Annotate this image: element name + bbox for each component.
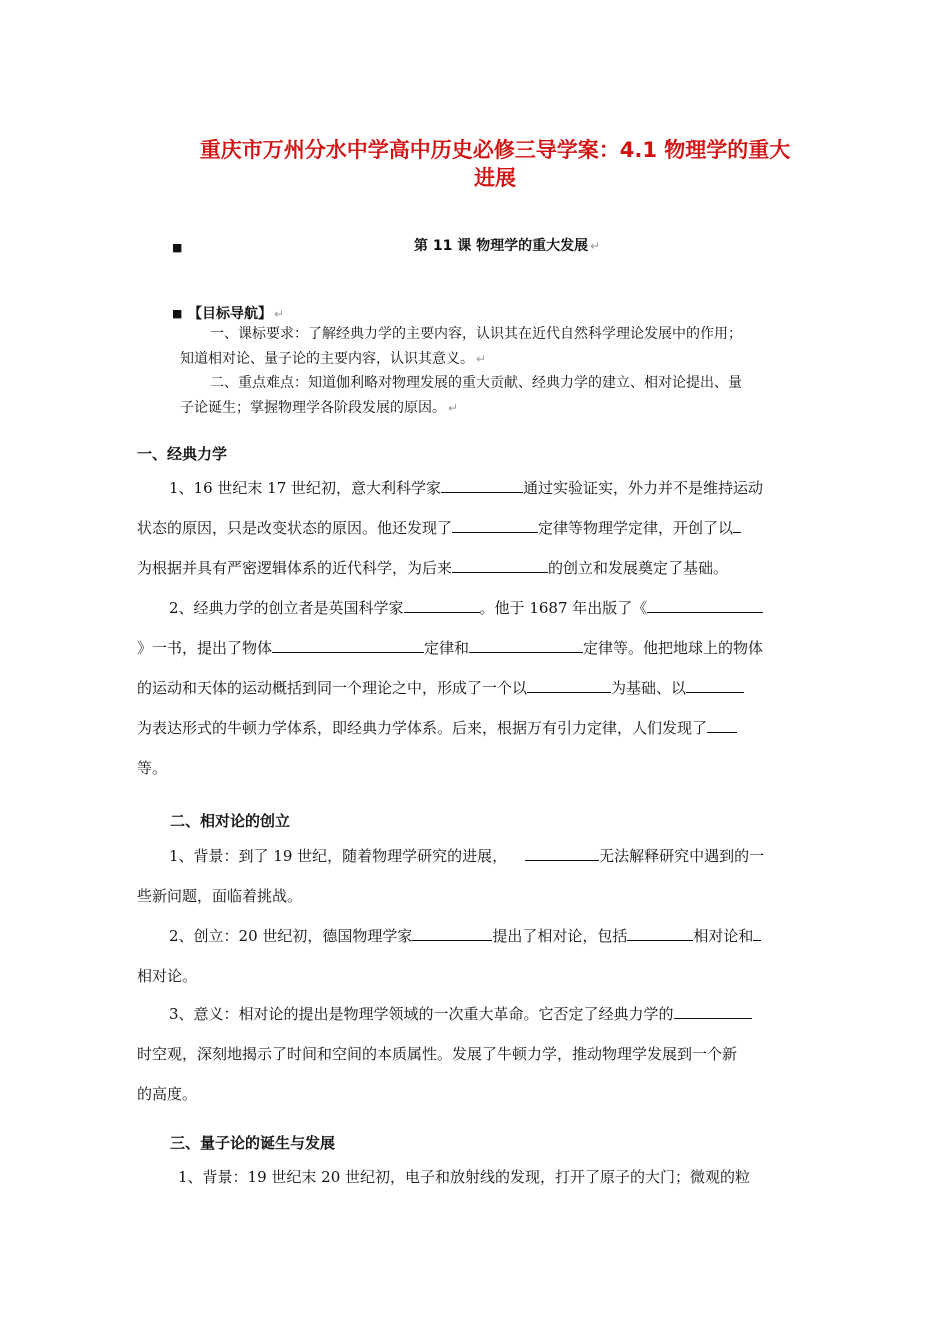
goal-key-points: [180, 371, 820, 421]
s2-paragraph-1: 1、背景：到了 19 世纪，随着物理学研究的进展， 无法解释研究中遇到的一 些新问题，面临着挑战。: [137, 847, 765, 905]
list-bullet: ■: [172, 241, 183, 254]
s2-paragraph-3: 3、意义：相对论的提出是物理学领域的一次重大革命。它否定了经典力学的 时空观，深刻地揭示了时间和空间的本质属性。发展了牛顿力学，推动物理学发展到一个新 的高度。: [137, 994, 815, 1114]
fill-blank[interactable]: [627, 925, 693, 941]
goal-requirements: [180, 322, 820, 372]
title-line-1: 重庆市万州分水中学高中历史必修三导学案：4.1 物理学的重大: [199, 138, 791, 162]
goal-requirements-line-1: 一、课标要求：了解经典力学的主要内容，认识其在近代自然科学理论发展中的作用；: [210, 326, 742, 342]
lesson-title: [414, 235, 600, 255]
lesson-title-text: 第 11 课 物理学的重大发展: [414, 238, 589, 254]
goal-key-points-line-1: 二、重点难点：知道伽利略对物理发展的重大贡献、经典力学的建立、相对论提出、量: [210, 375, 742, 391]
fill-blank[interactable]: [412, 925, 492, 941]
goal-heading-text: 【目标导航】: [188, 306, 272, 322]
fill-blank[interactable]: [707, 717, 737, 733]
section-heading-relativity: 二、相对论的创立: [170, 812, 291, 830]
paragraph-mark: ↵: [274, 307, 285, 321]
s3-paragraph-1: 1、背景：19 世纪末 20 世纪初，电子和放射线的发现，打开了原子的大门；微观的粒: [178, 1168, 751, 1186]
section-heading-quantum-theory: 三、量子论的诞生与发展: [170, 1134, 336, 1152]
fill-blank[interactable]: [441, 477, 523, 493]
fill-blank[interactable]: [525, 845, 599, 861]
fill-blank[interactable]: [733, 517, 741, 533]
fill-blank[interactable]: [647, 597, 763, 613]
paragraph-mark: ↵: [590, 239, 601, 253]
fill-blank[interactable]: [452, 557, 548, 573]
fill-blank[interactable]: [527, 677, 611, 693]
document-title: [150, 136, 840, 192]
fill-blank[interactable]: [469, 637, 583, 653]
section-heading-classical-mechanics: 一、经典力学: [137, 445, 228, 463]
s2-paragraph-2: 2、创立：20 世纪初，德国物理学家 提出了相对论，包括 相对论和 相对论。: [137, 916, 815, 996]
fill-blank[interactable]: [674, 1003, 752, 1019]
fill-blank[interactable]: [452, 517, 538, 533]
list-bullet: ■: [172, 307, 183, 320]
fill-blank[interactable]: [272, 637, 424, 653]
title-line-2: 进展: [474, 166, 516, 190]
goal-requirements-line-2: 知道相对论、量子论的主要内容，认识其意义。 ↵: [180, 351, 487, 367]
fill-blank[interactable]: [686, 677, 744, 693]
fill-blank[interactable]: [404, 597, 480, 613]
s1-paragraph-1: 1、16 世纪末 17 世纪初，意大利科学家 通过实验证实，外力并不是维持运动 状态的原因，只是改变状态的原因。他还发现了 定律等物理学定律，开创了以 为根据并具有严密逻辑体系的近代科学，为后来 的创立和发展奠定了基础。: [137, 479, 764, 577]
fill-blank[interactable]: [753, 925, 761, 941]
goal-heading: [188, 303, 284, 323]
s1-paragraph-2: 2、经典力学的创立者是英国科学家 。他于 1687 年出版了《 》一书，提出了物体 定律和 定律等。他把地球上的物体 的运动和天体的运动概括到同一个理论之中，形成了一个以 为基础、以 为表达形式的牛顿力学体系，即经典力学体系。后来，根据万有引力定律，人们发现了 等。: [137, 599, 764, 777]
goal-key-points-line-2: 子论诞生；掌握物理学各阶段发展的原因。 ↵: [180, 400, 459, 416]
